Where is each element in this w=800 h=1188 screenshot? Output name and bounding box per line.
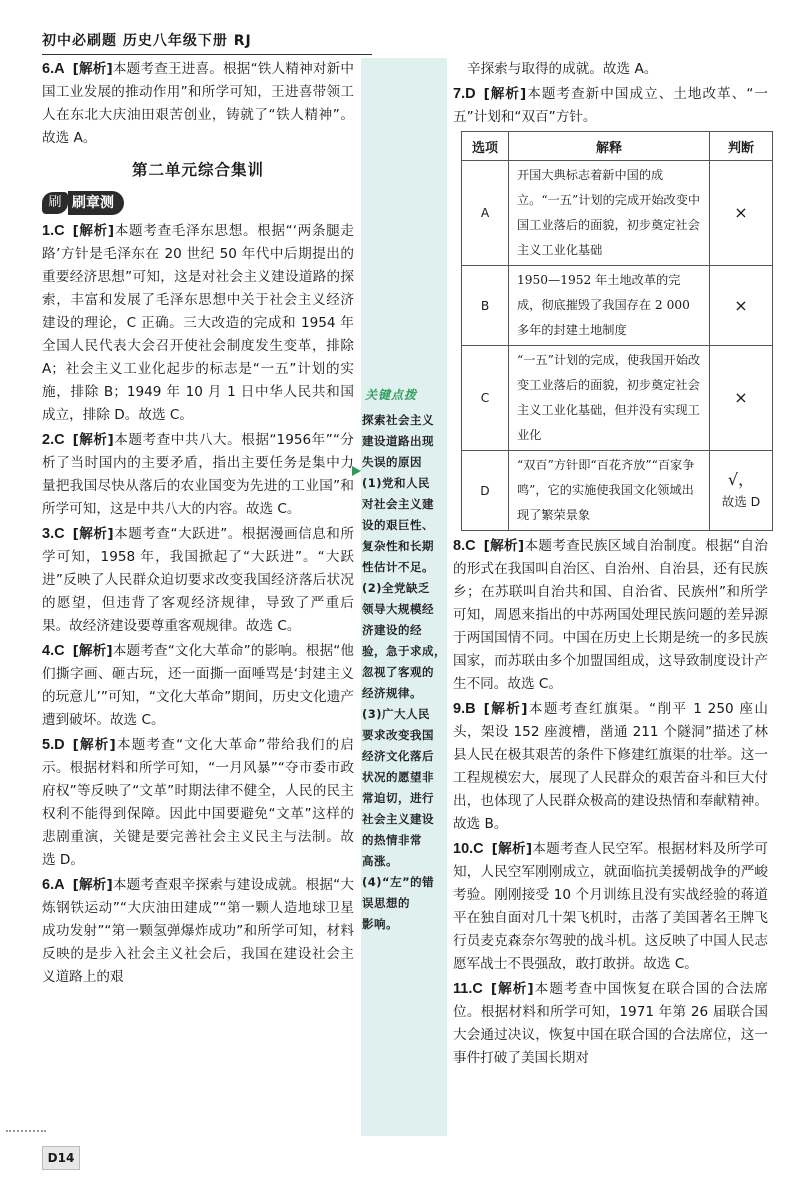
brush-icon: 刷 [42,192,68,214]
answer-table [461,131,773,531]
continuation-text: 辛探索与取得的成就。故选 A。 [467,61,658,77]
sidebar-line: 对社会主义建 [362,497,434,511]
table-row [462,161,773,266]
item-answer: A [54,877,65,893]
item-text: 本题考查王进喜。根据“铁人精神对新中国工业发展的推动作用”和所学可知，王进喜带领工人在东北大庆油田艰苦创业，铸就了“铁人精神”。故选 A。 [42,61,354,146]
sidebar-line: 复杂性和长期 [362,539,434,553]
item-answer: C [54,223,65,239]
item-answer: D [54,737,65,753]
answer-item [42,874,354,989]
item-answer: C [54,432,65,448]
option-cell: B [462,266,509,346]
column-header: 选项 [462,132,509,161]
item-number: 1. [42,223,55,239]
sidebar-line: 性估计不足。 [362,560,434,574]
answer-item [42,523,354,638]
item-answer: C [54,526,65,542]
analysis-tag: [解析] [72,643,113,659]
explanation-cell: “双百”方针即“百花齐放”“百家争鸣”，它的实施使我国文化领域出现了繁荣景象 [509,451,710,531]
sidebar-line: 误思想的 [362,896,410,910]
answer-item [453,978,768,1070]
right-column [453,58,768,1072]
table-header-row [462,132,773,161]
item-answer: A [54,61,65,77]
item-number: 9. [453,701,466,717]
sidebar-title: 关键点拨 [365,388,418,402]
analysis-tag: [解析] [483,701,528,717]
analysis-tag: [解析] [72,526,114,542]
left-column [42,58,354,991]
option-cell: D [462,451,509,531]
item-number: 11. [453,981,473,997]
analysis-tag: [解析] [72,223,115,239]
item-number: 7. [453,86,466,102]
answer-item [453,838,768,976]
pointer-arrow-icon [352,466,361,476]
explanation-cell: 1950—1952 年土地改革的完成，彻底摧毁了我国存在 2 000 多年的封建土地制度 [509,266,710,346]
sidebar-line: 常迫切，进行 [362,791,434,805]
item-text: 本题考查“文化大革命”带给我们的启示。根据材料和所学可知，“一月风暴”“夺市委市政府权”等反映了“文革”时期法律不健全，人民的民主权利不能得到保障。因此中国要避免“文革”这样的悲剧重演，关键是要完善社会主义民主与法制。故选 D。 [42,737,354,868]
item-number: 4. [42,643,55,659]
sidebar-line: 的热情非常 [362,833,422,847]
sidebar-line: (4)“左”的错 [362,875,435,889]
analysis-tag: [解析] [483,86,527,102]
explanation-cell: 开国大典标志着新中国的成立。“一五”计划的完成开始改变中国工业落后的面貌，初步奠定社会主义工业化基础 [509,161,710,266]
header-title: 初中必刷题 历史八年级下册 RJ [42,33,252,49]
sidebar-line: 要求改变我国 [362,728,434,742]
sidebar-line: 设的艰巨性、 [362,518,434,532]
answer-item [453,698,768,836]
column-header: 判断 [710,132,773,161]
item-text: 本题考查新中国成立、土地改革、“一五”计划和“双百”方针。 [453,86,768,125]
sidebar-text [362,410,446,935]
item-text: 本题考查“大跃进”。根据漫画信息和所学可知，1958 年，我国掀起了“大跃进”。“大跃进”反映了人民群众迫切要求改变我国经济落后状况的愿望，但违背了客观经济规律，导致了严重后果。故经济建设要尊重客观规律。故选 C。 [42,526,354,634]
sidebar-line: 社会主义建设 [362,812,434,826]
sidebar-line: 领导大规模经 [362,602,434,616]
sidebar-line: (2)全党缺乏 [362,581,431,595]
item-text: 本题考查民族区域自治制度。根据“自治的形式在我国叫自治区、自治州、自治县，还有民族乡；在苏联叫自治共和国、自治省、民族州”和所学可知，周恩来指出的中苏两国处理民族问题的差异源于两国国情不同。中国在历史上长期是统一的多民族国家，而苏联由多个加盟国组成，这导致制度设计产生不同。故选 C。 [453,538,768,692]
analysis-tag: [解析] [490,981,534,997]
analysis-tag: [解析] [483,538,525,554]
item-text: 本题考查红旗渠。“削平 1 250 座山头，架设 152 座渡槽，凿通 211 个隧洞”描述了林县人民在极其艰苦的条件下修建红旗渠的壮举。这一工程规模宏大，展现了人民群众的艰苦奋斗和巨大付出，也体现了人民群众极高的建设热情和奉献精神。故选 B。 [453,701,768,832]
sidebar-line: (1)党和人民 [362,476,431,490]
item-answer: B [465,701,476,717]
sidebar-line: 经济文化落后 [362,749,434,763]
item-answer: C [54,643,65,659]
analysis-tag: [解析] [72,737,116,753]
sidebar-line: 忽视了客观的 [362,665,434,679]
judgment-cell [710,451,773,531]
answer-item [42,58,354,150]
column-header: 解释 [509,132,710,161]
item-text: 本题考查“文化大革命”的影响。根据“他们撕字画、砸古玩，还一面撕一面唾骂是‘封建主义的玩意儿’”可知，“文化大革命”期间，历史文化遗产遭到破坏。故选 C。 [42,643,354,728]
item-answer: C [465,538,476,554]
answer-item [42,734,354,872]
explanation-cell: “一五”计划的完成，使我国开始改变工业落后的面貌，初步奠定社会主义工业化基础，但并没有实现工业化 [509,346,710,451]
item-number: 2. [42,432,55,448]
option-cell: A [462,161,509,266]
item-text: 本题考查毛泽东思想。根据“‘两条腿走路’方针是毛泽东在 20 世纪 50 年代中后期提出的重要经济思想”可知，这是对社会主义建设道路的探索，丰富和发展了毛泽东思想中关于社会主义经济建设的理论，C 正确。三大改造的完成和 1954 年全国人民代表大会召开使社会制度发生变革，排除 A；社会主义工业化起步的标志是“一五”计划的实施，排除 B；1949 年 10 月 1 日中华人民共和国成立，排除 D。故选 C。 [42,223,354,423]
judgment-mark: × [734,203,748,222]
sidebar-line: 济建设的经 [362,623,422,637]
item-number: 3. [42,526,55,542]
item-answer: D [465,86,476,102]
item-number: 6. [42,877,55,893]
analysis-tag: [解析] [491,841,533,857]
answer-item [453,535,768,696]
judgment-mark: √， [727,469,755,489]
badge-label: 刷章测 [68,191,124,215]
page-number: D14 [42,1146,80,1170]
item-text: 本题考查人民空军。根据材料及所学可知，人民空军刚刚成立，就面临抗美援朝战争的严峻考验。刚刚接受 10 个月训练且没有实战经验的蒋道平在独自面对几十架飞机时，击落了美国著名王牌飞行员麦克森奈尔驾驶的战斗机。这反映了中国人民志愿军战士不畏强敌，敢打敢拼。故选 C。 [453,841,768,972]
judgment-mark: × [734,388,748,407]
item-answer: C [472,981,483,997]
answer-item [42,220,354,427]
judgment-note: 故选 D [721,493,761,509]
answer-item [42,640,354,732]
sidebar-line: 失误的原因 [362,455,422,469]
sidebar-line: 验，急于求成， [362,644,446,658]
judgment-cell [710,346,773,451]
item-text: 本题考查中国恢复在联合国的合法席位。根据材料和所学可知，1971 年第 26 届联合国大会通过决议，恢复中国在联合国的合法席位，这一事件打破了美国长期对 [453,981,768,1066]
sidebar-line: (3)广大人民 [362,707,431,721]
option-cell: C [462,346,509,451]
unit-title: 第二单元综合集训 [131,161,264,179]
judgment-cell [710,266,773,346]
sidebar-line: 建设道路出现 [362,434,434,448]
answer-item [42,429,354,521]
table-row [462,451,773,531]
item-text: 本题考查艰辛探索与建设成就。根据“大炼钢铁运动”“大庆油田建成”“第一颗人造地球卫星成功发射”“第一颗氢弹爆炸成功”和所学可知，材料反映的是步入社会主义社会后，我国在建设社会主义道路上的艰 [42,877,354,985]
judgment-mark: × [734,295,748,315]
item-number: 5. [42,737,55,753]
chapter-test-badge [42,190,124,216]
sidebar-line: 状况的愿望非 [362,770,434,784]
sidebar-line: 高涨。 [362,854,398,868]
judgment-cell [710,161,773,266]
answer-item [453,83,768,129]
item-number: 6. [42,61,55,77]
page-header [42,28,372,55]
sidebar-line: 影响。 [362,917,398,931]
table-row [462,346,773,451]
analysis-tag: [解析] [72,877,113,893]
footer-divider [6,1130,46,1132]
sidebar-line: 探索社会主义 [362,413,434,427]
table-row [462,266,773,346]
item-number: 10. [453,841,474,857]
item-text: 本题考查中共八大。根据“1956年”“分析了当时国内的主要矛盾，指出主要任务是集中力量把我国尽快从落后的农业国变为先进的工业国”和所学可知，这是中共八大的内容。故选 C。 [42,432,354,517]
analysis-tag: [解析] [72,432,114,448]
item-number: 8. [453,538,466,554]
sidebar-line: 经济规律。 [362,686,422,700]
analysis-tag: [解析] [72,61,113,77]
item-answer: C [473,841,484,857]
